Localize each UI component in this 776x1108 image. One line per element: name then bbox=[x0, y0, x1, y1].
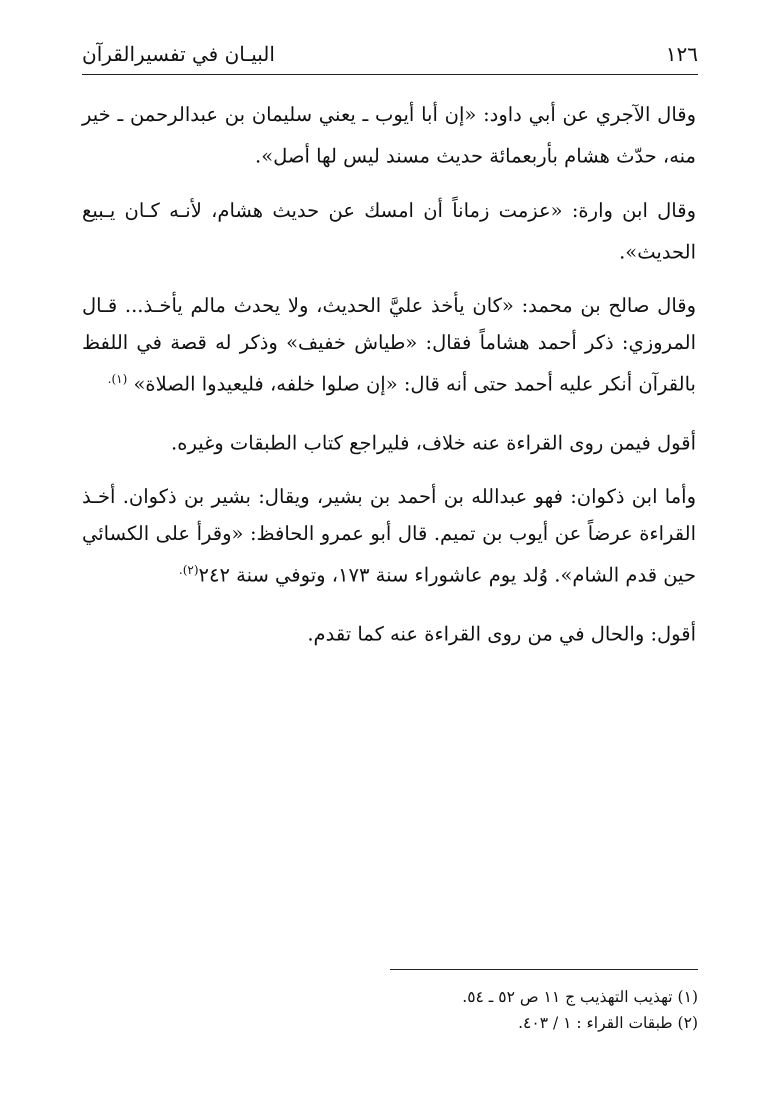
footnote-ref[interactable]: (١). bbox=[107, 372, 128, 386]
paragraph: وقال الآجري عن أبي داود: «إن أبا أيوب ـ يعني سليمان بن عبدالرحمن ـ خير منه، حدّث هشام بأربعمائة حديث مسند ليس لها أصل». bbox=[82, 103, 696, 168]
paragraph: أقول فيمن روى القراءة عنه خلاف، فليراجع كتاب الطبقات وغيره. bbox=[171, 431, 696, 454]
main-text bbox=[82, 96, 696, 669]
paragraph: أقول: والحال في من روى القراءة عنه كما تقدم. bbox=[307, 622, 696, 645]
footnote: (٢) طبقات القراء : ١ / ٤٠٣. bbox=[518, 1014, 698, 1032]
footnote: (١) تهذيب التهذيب ج ١١ ص ٥٢ ـ ٥٤. bbox=[462, 988, 698, 1006]
paragraph: وقال صالح بن محمد: «كان يأخذ عليَّ الحديث، ولا يحدث مالم يأخـذ... قـال المروزي: ذكر أحمد هشاماً فقال: «طياش خفيف» وذكر له قصة في اللفظ بالقرآن أنكر عليه أحمد حتى أنه قال: «إن صلوا خلفه، فليعيدوا الصلاة» $^{(١).}$ bbox=[82, 294, 696, 396]
footnote-ref[interactable]: (٢). bbox=[178, 563, 199, 577]
page-header bbox=[82, 40, 698, 70]
footnotes bbox=[82, 984, 698, 1036]
paragraph: وأما ابن ذكوان: فهو عبدالله بن أحمد بن بشير، ويقال: بشير بن ذكوان. أخـذ القراءة عرضاً عن أيوب بن تميم. قال أبو عمرو الحافظ: «وقرأ على الكسائي حين قدم الشام». وُلد يوم عاشوراء سنة ١٧٣، وتوفي سنة $٢٤٢^{(٢).}$ bbox=[82, 485, 696, 587]
header-divider bbox=[82, 74, 698, 75]
footnote-divider bbox=[390, 969, 698, 970]
running-title: البيـان في تفسيرالقرآن bbox=[82, 42, 275, 66]
page-number: ١٢٦ bbox=[665, 42, 698, 66]
paragraph: وقال ابن وارة: «عزمت زماناً أن امسك عن حديث هشام، لأنـه كـان يـبيع الحديث». bbox=[82, 198, 696, 263]
